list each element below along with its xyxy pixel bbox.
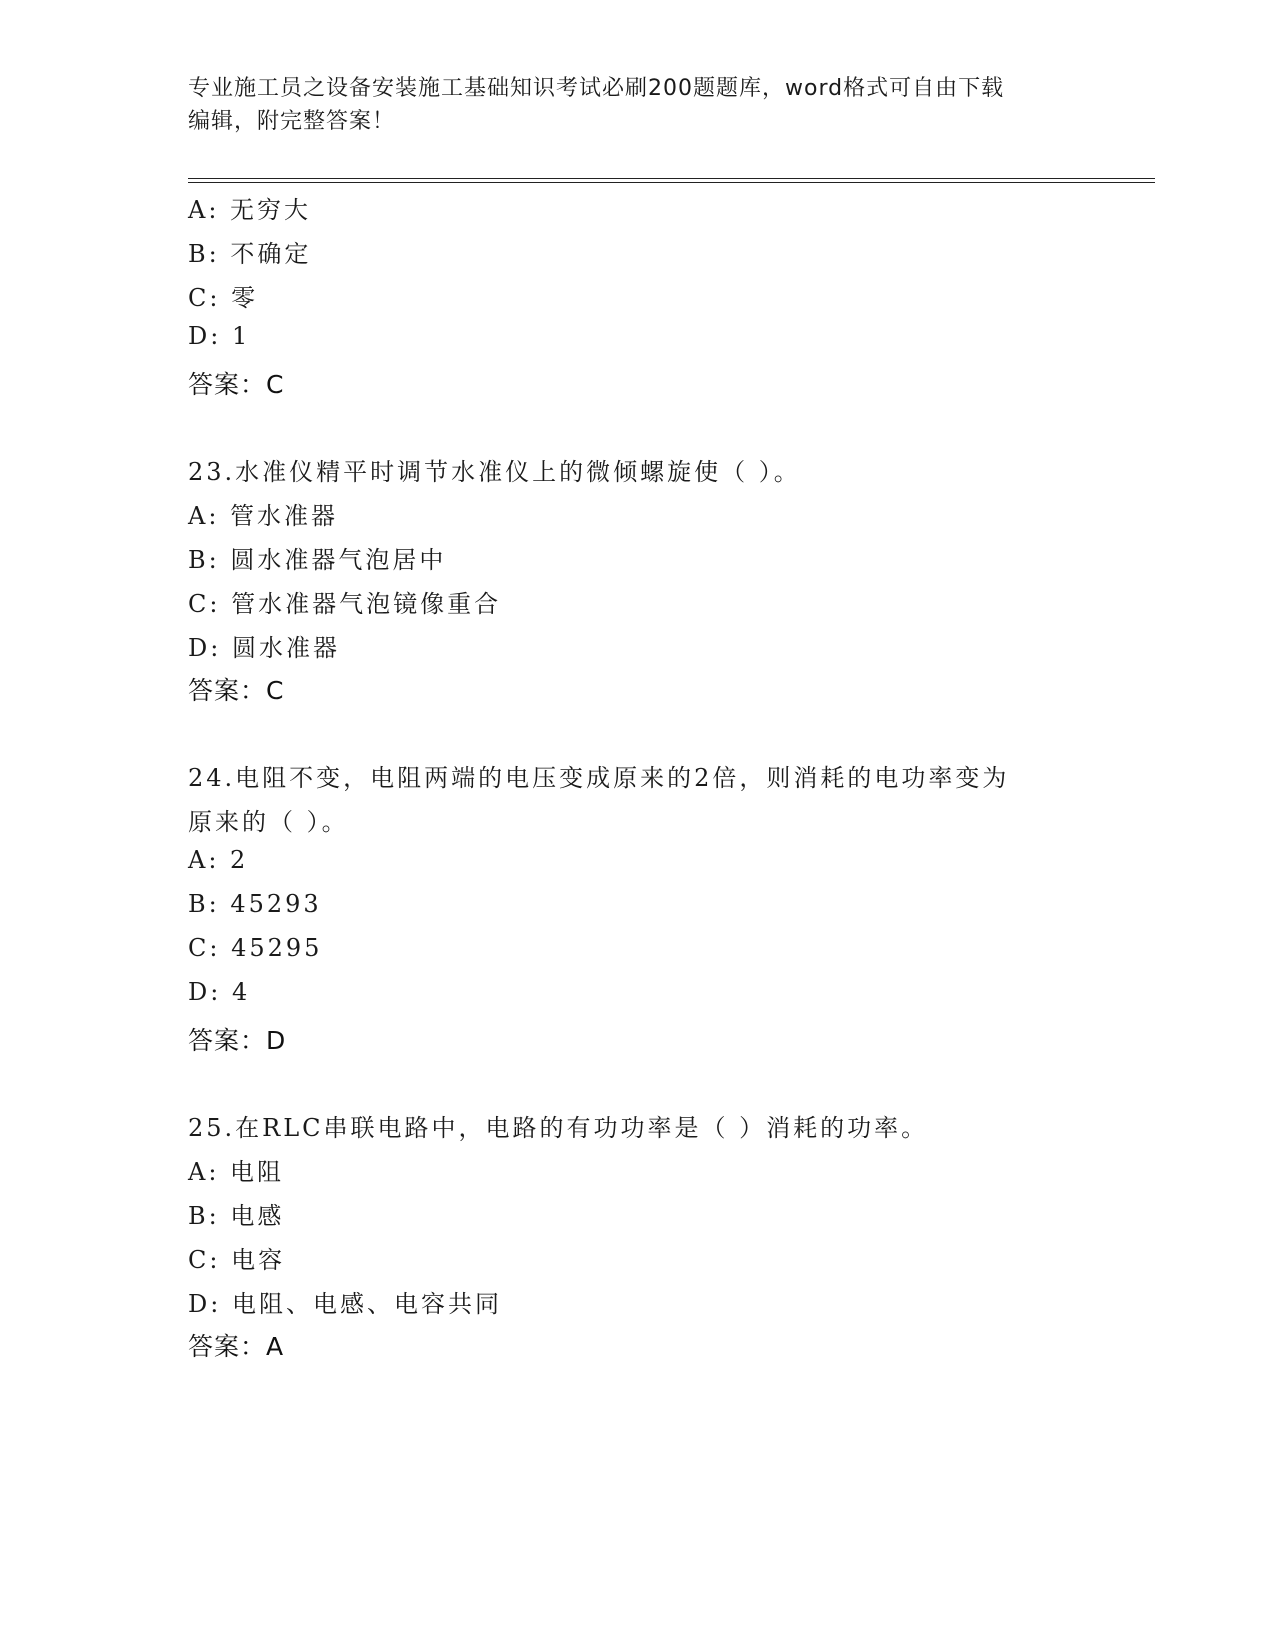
q22-answer: 答案：C <box>188 370 285 399</box>
document-header <box>188 72 1088 138</box>
q24-option-a: A: 2 <box>188 846 249 874</box>
q25-option-a: A: 电阻 <box>188 1158 285 1186</box>
header-divider-top <box>188 178 1155 179</box>
q25-stem: 25.在RLC串联电路中，电路的有功功率是（ ）消耗的功率。 <box>188 1114 929 1142</box>
q22-option-d: D: 1 <box>188 322 251 350</box>
q22-option-a: A: 无穷大 <box>188 196 312 224</box>
q24-stem-line-2: 原来的（ ）。 <box>188 808 349 836</box>
q24-option-d: D: 4 <box>188 978 251 1006</box>
header-line-1: 专业施工员之设备安装施工基础知识考试必刷200题题库，word格式可自由下载 <box>188 76 1005 101</box>
q25-option-c: C: 电容 <box>188 1246 286 1274</box>
q24-option-c: C: 45295 <box>188 934 323 962</box>
q25-option-b: B: 电感 <box>188 1202 285 1230</box>
q22-option-c: C: 零 <box>188 284 259 312</box>
header-line-2: 编辑，附完整答案！ <box>188 109 396 134</box>
q22-option-b: B: 不确定 <box>188 240 312 268</box>
q23-answer: 答案：C <box>188 676 285 705</box>
q23-option-a: A: 管水准器 <box>188 502 339 530</box>
q24-stem-line-1: 24.电阻不变，电阻两端的电压变成原来的2倍，则消耗的电功率变为 <box>188 764 1010 792</box>
q25-answer: 答案：A <box>188 1332 285 1361</box>
q23-stem: 23.水准仪精平时调节水准仪上的微倾螺旋使（ ）。 <box>188 458 801 486</box>
q24-answer: 答案：D <box>188 1026 287 1055</box>
header-divider-bottom <box>188 182 1155 183</box>
q25-option-d: D: 电阻、电感、电容共同 <box>188 1290 502 1318</box>
q24-option-b: B: 45293 <box>188 890 322 918</box>
q23-option-b: B: 圆水准器气泡居中 <box>188 546 447 574</box>
q23-option-d: D: 圆水准器 <box>188 634 340 662</box>
q23-option-c: C: 管水准器气泡镜像重合 <box>188 590 502 618</box>
